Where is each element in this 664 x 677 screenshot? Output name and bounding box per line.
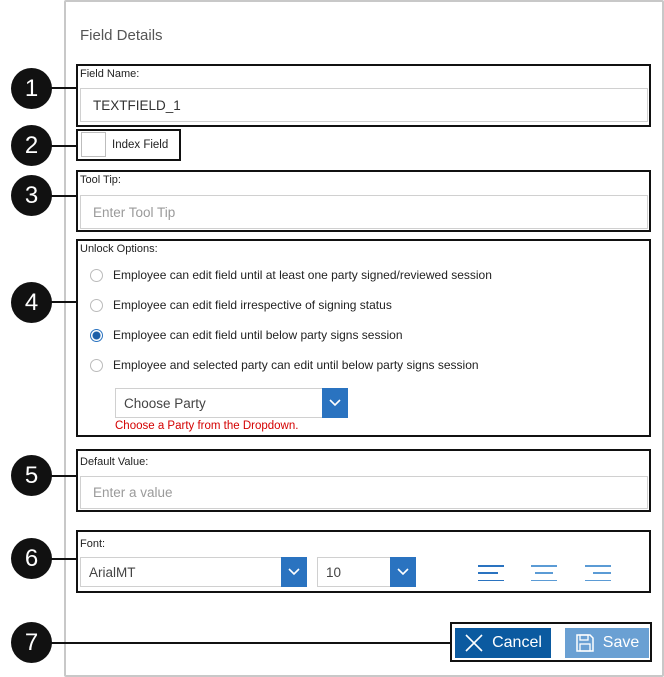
unlock-option-label: Employee can edit field until at least one party signed/reviewed session bbox=[113, 268, 492, 282]
save-button[interactable] bbox=[565, 628, 649, 658]
unlock-option-label: Employee can edit field irrespective of signing status bbox=[113, 298, 392, 312]
callout-leader-7 bbox=[50, 642, 452, 644]
font-size-value: 10 bbox=[326, 564, 342, 580]
callout-leader-1 bbox=[50, 87, 78, 89]
callout-6: 6 bbox=[11, 538, 52, 579]
unlock-option-4[interactable] bbox=[90, 358, 479, 372]
callout-leader-3 bbox=[50, 195, 78, 197]
font-family-select[interactable] bbox=[80, 557, 307, 587]
callout-2: 2 bbox=[11, 125, 52, 166]
align-left-icon[interactable] bbox=[478, 565, 504, 581]
unlock-option-2[interactable] bbox=[90, 298, 392, 312]
font-size-dropdown-button[interactable] bbox=[390, 557, 416, 587]
save-icon bbox=[575, 633, 595, 653]
chevron-down-icon bbox=[397, 568, 409, 576]
field-name-input[interactable]: TEXTFIELD_1 bbox=[80, 88, 648, 122]
close-icon bbox=[464, 633, 484, 653]
callout-leader-5 bbox=[50, 475, 78, 477]
font-family-value: ArialMT bbox=[89, 564, 136, 580]
radio-button[interactable] bbox=[90, 359, 103, 372]
callout-7: 7 bbox=[11, 622, 52, 663]
font-size-select[interactable] bbox=[317, 557, 416, 587]
save-button-label: Save bbox=[602, 634, 640, 651]
tool-tip-label: Tool Tip: bbox=[80, 174, 121, 186]
choose-party-value: Choose Party bbox=[124, 395, 206, 411]
radio-button-selected[interactable] bbox=[90, 329, 103, 342]
choose-party-dropdown-button[interactable] bbox=[322, 388, 348, 418]
align-right-icon[interactable] bbox=[585, 565, 611, 581]
callout-5: 5 bbox=[11, 455, 52, 496]
choose-party-error: Choose a Party from the Dropdown. bbox=[115, 420, 299, 432]
unlock-option-3[interactable] bbox=[90, 328, 403, 342]
unlock-option-label: Employee and selected party can edit until below party signs session bbox=[113, 358, 479, 372]
callout-leader-2 bbox=[50, 145, 78, 147]
unlock-options-label: Unlock Options: bbox=[80, 243, 158, 255]
callout-4: 4 bbox=[11, 282, 52, 323]
callout-1: 1 bbox=[11, 68, 52, 109]
radio-button[interactable] bbox=[90, 269, 103, 282]
index-field-label: Index Field bbox=[112, 139, 169, 151]
cancel-button-label: Cancel bbox=[492, 634, 542, 651]
tool-tip-input[interactable]: Enter Tool Tip bbox=[80, 195, 648, 229]
font-family-dropdown-button[interactable] bbox=[281, 557, 307, 587]
chevron-down-icon bbox=[288, 568, 300, 576]
align-center-icon[interactable] bbox=[531, 565, 557, 581]
radio-button[interactable] bbox=[90, 299, 103, 312]
cancel-button[interactable] bbox=[455, 628, 551, 658]
unlock-option-1[interactable] bbox=[90, 268, 492, 282]
font-label: Font: bbox=[80, 538, 106, 550]
callout-leader-6 bbox=[50, 558, 78, 560]
choose-party-select[interactable] bbox=[115, 388, 348, 418]
chevron-down-icon bbox=[329, 399, 341, 407]
panel-title: Field Details bbox=[80, 27, 163, 44]
default-value-input[interactable]: Enter a value bbox=[80, 476, 648, 509]
index-field-checkbox[interactable] bbox=[81, 132, 106, 157]
field-name-label: Field Name: bbox=[80, 68, 140, 80]
callout-leader-4 bbox=[50, 301, 78, 303]
callout-3: 3 bbox=[11, 175, 52, 216]
unlock-option-label: Employee can edit field until below party signs session bbox=[113, 328, 403, 342]
default-value-label: Default Value: bbox=[80, 456, 149, 468]
